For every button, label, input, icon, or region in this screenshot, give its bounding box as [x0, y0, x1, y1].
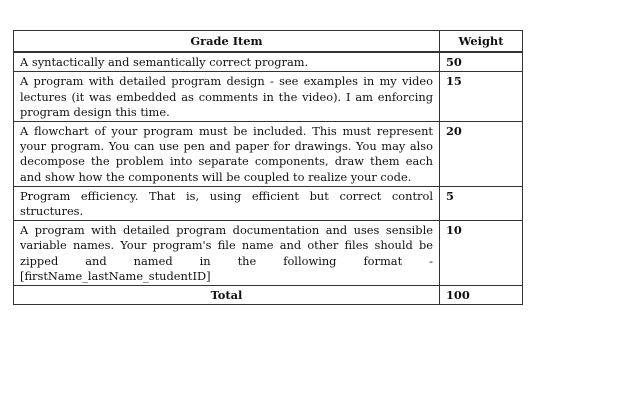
header-row [14, 31, 523, 53]
total-label: Total [14, 286, 440, 305]
total-weight: 100 [440, 286, 523, 305]
weight-cell: 50 [440, 52, 523, 72]
total-row [14, 286, 523, 305]
table-row [14, 221, 523, 286]
table-row [14, 122, 523, 187]
weight-cell: 5 [440, 186, 523, 220]
weight-cell: 10 [440, 221, 523, 286]
table-row [14, 186, 523, 220]
grade-item-cell: A program with detailed program design - see examples in my video lectures (it was embedded as comments in the video). I am enforcing program design this time. [14, 72, 440, 122]
grade-item-cell: A program with detailed program documentation and uses sensible variable names. Your program's file name and other files should be zipped and named in the following format - [firstName_lastName_studentID] [14, 221, 440, 286]
weight-header: Weight [440, 31, 523, 53]
weight-cell: 15 [440, 72, 523, 122]
grade-item-cell: A flowchart of your program must be included. This must represent your program. You can use pen and paper for drawings. You may also decompose the problem into separate components, draw them each and show how the components will be coupled to realize your code. [14, 122, 440, 187]
table-body [14, 52, 523, 305]
grade-item-cell: Program efficiency. That is, using efficient but correct control structures. [14, 186, 440, 220]
weight-cell: 20 [440, 122, 523, 187]
grade-table [13, 30, 523, 305]
table-row [14, 72, 523, 122]
table-row [14, 52, 523, 72]
grade-item-header: Grade Item [14, 31, 440, 53]
grade-item-cell: A syntactically and semantically correct program. [14, 52, 440, 72]
table-header [14, 31, 523, 53]
